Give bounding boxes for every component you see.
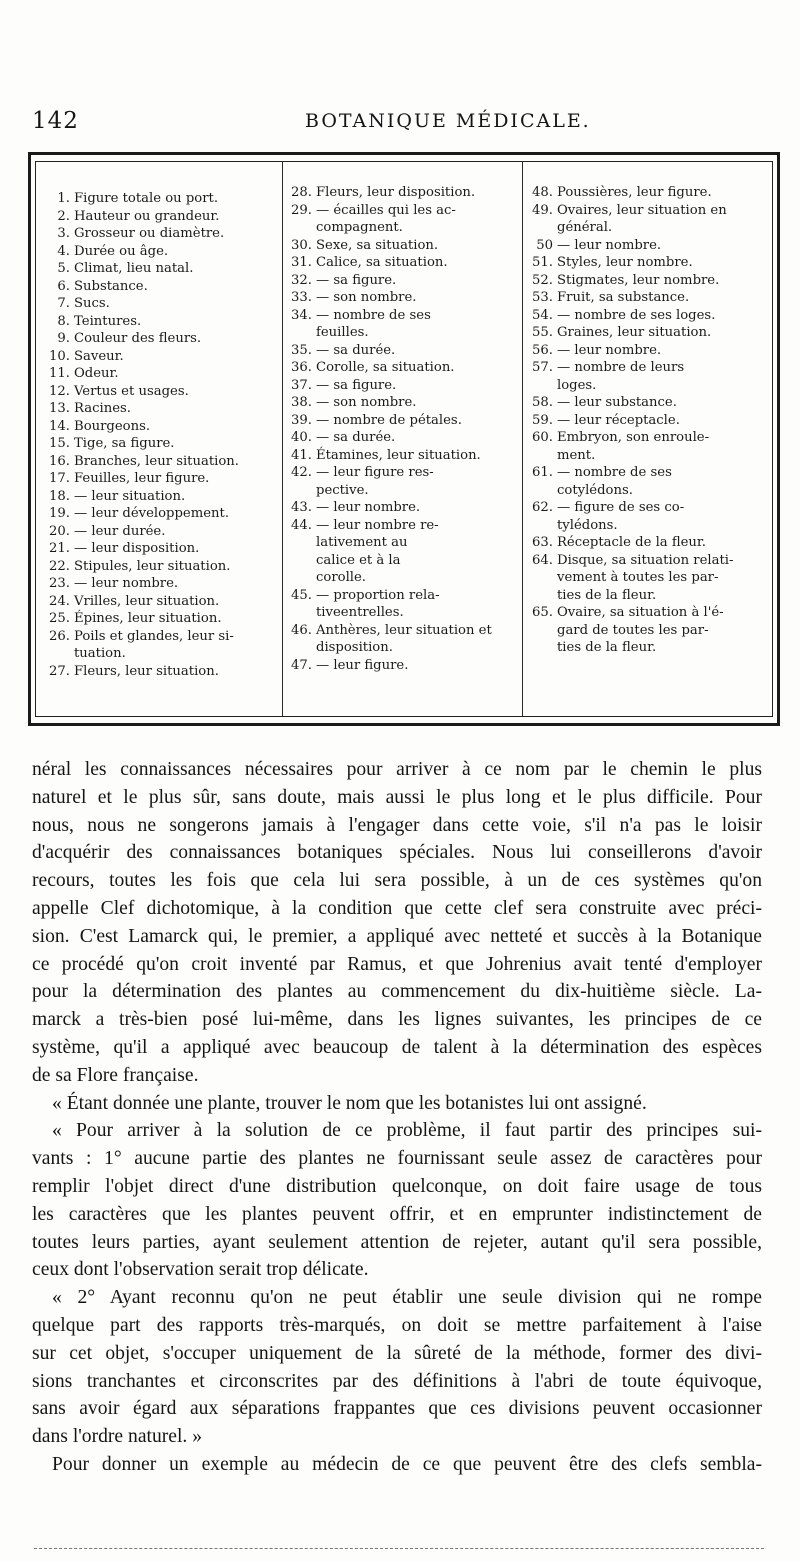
table-entry: [288, 324, 522, 342]
table-entry: [288, 657, 522, 675]
table-entry: [529, 219, 781, 237]
entry-number: [288, 604, 316, 622]
entry-number: 26.: [49, 628, 70, 644]
table-entry: [288, 482, 522, 500]
body-line: sion. C'est Lamarck qui, le premier, a appliqué avec netteté et succès à la Botanique: [32, 925, 762, 947]
entry-number: 3.: [57, 226, 70, 241]
entry-number: 37.: [291, 377, 312, 393]
table-entry: [529, 324, 781, 342]
entry-text: Vertus et usages.: [74, 383, 189, 399]
entry-text: Hauteur ou grandeur.: [74, 208, 220, 224]
table-entry: [529, 517, 781, 535]
table-entry: [288, 499, 522, 517]
quote-line: sions tranchantes et circonscrites par des définitions à l'abri de toute équivoque,: [32, 1370, 762, 1392]
table-entry: [46, 365, 282, 383]
table-entry: [288, 517, 522, 535]
entry-text: tiveentrelles.: [316, 605, 404, 620]
table-entry: [529, 587, 781, 605]
table-entry: [288, 587, 522, 605]
table-entry: [529, 184, 781, 202]
entry-text: Fruit, sa substance.: [557, 290, 690, 305]
entry-number: 27.: [49, 663, 70, 679]
entry-number: [529, 447, 557, 465]
entry-number: [529, 219, 557, 237]
entry-number: 50: [536, 237, 553, 253]
entry-number: 15.: [49, 436, 70, 451]
entry-text: Figure totale ou port.: [74, 191, 219, 206]
table-entry: [288, 254, 522, 272]
table-entry: [46, 348, 282, 366]
table-entry: [288, 219, 522, 237]
entry-number: [529, 622, 557, 640]
table-entry: [288, 622, 522, 640]
body-line: ce procédé qu'on croit inventé par Ramus, et que Johrenius avait tenté d'employer: [32, 953, 762, 975]
entry-text: — proportion rela-: [316, 587, 440, 603]
entry-text: — sa figure.: [316, 272, 397, 288]
quote-line: « 2° Ayant reconnu qu'on ne peut établir une seule division qui ne rompe: [52, 1287, 762, 1309]
entry-text: Feuilles, leur figure.: [74, 471, 210, 486]
table-entry: [46, 453, 282, 471]
entry-number: 23.: [49, 576, 70, 591]
entry-text: — nombre de ses: [316, 307, 431, 323]
table-entry: [288, 289, 522, 307]
entry-text: tylédons.: [557, 517, 618, 533]
entry-text: ties de la fleur.: [557, 587, 657, 603]
entry-text: — leur figure res-: [316, 465, 434, 480]
quote-line: sur cet objet, s'occuper uniquement de la sûreté de la méthode, former des divi-: [32, 1342, 762, 1364]
entry-text: Teintures.: [74, 313, 142, 329]
entry-text: — leur figure.: [316, 657, 409, 673]
entry-number: [288, 219, 316, 237]
quote-line: dans l'ordre naturel. »: [32, 1426, 203, 1448]
entry-text: tuation.: [74, 646, 126, 661]
entry-text: — figure de ses co-: [557, 500, 685, 515]
table-column-3: [529, 162, 781, 716]
entry-number: 42.: [291, 465, 312, 480]
entry-number: 7.: [57, 296, 70, 311]
table-entry: [529, 569, 781, 587]
table-inner-frame: [35, 161, 773, 717]
quote-line: les caractères que les plantes peuvent offrir, et en emprunter indistinctement de: [32, 1203, 762, 1225]
table-entry: [288, 237, 522, 255]
entry-text: Grosseur ou diamètre.: [74, 226, 225, 241]
entry-number: 14.: [49, 418, 70, 434]
running-title: BOTANIQUE MÉDICALE.: [305, 110, 591, 132]
entry-text: — nombre de ses: [557, 465, 672, 480]
entry-text: cotylédons.: [557, 482, 633, 498]
entry-number: 36.: [291, 360, 312, 375]
entry-text: lativement au: [316, 535, 408, 550]
entry-text: Embryon, son enroule-: [557, 430, 710, 445]
entry-text: Graines, leur situation.: [557, 325, 712, 340]
entry-number: 39.: [291, 412, 312, 428]
entry-number: 40.: [291, 430, 312, 445]
table-entry: [46, 470, 282, 488]
entry-text: Sexe, sa situation.: [316, 237, 439, 253]
table-entry: [529, 412, 781, 430]
entry-text: — nombre de leurs: [557, 360, 685, 375]
table-entry: [529, 307, 781, 325]
table-entry: [529, 447, 781, 465]
entry-number: 34.: [291, 307, 312, 323]
body-line: Pour donner un exemple au médecin de ce que peuvent être des clefs sembla-: [52, 1453, 762, 1475]
entry-number: 9.: [57, 331, 70, 346]
table-entry: [46, 488, 282, 506]
entry-text: corolle.: [316, 570, 367, 585]
table-entry: [529, 394, 781, 412]
table-entry: [46, 208, 282, 226]
table-entry: [46, 278, 282, 296]
table-entry: [288, 569, 522, 587]
quote-line: quelque part des rapports très-marqués, on doit se mettre parfaitement à l'aise: [32, 1314, 762, 1336]
table-entry: [288, 359, 522, 377]
table-entry: [46, 593, 282, 611]
entry-text: loges.: [557, 377, 597, 393]
entry-text: Durée ou âge.: [74, 243, 169, 259]
table-entry: [288, 447, 522, 465]
body-line: marck a très-bien posé lui-même, dans les lignes suivantes, les principes de ce: [32, 1009, 762, 1031]
table-column-1: [46, 162, 282, 716]
entry-text: Branches, leur situation.: [74, 453, 239, 469]
entry-number: 13.: [49, 401, 70, 416]
entry-text: Odeur.: [74, 366, 119, 381]
table-entry: [529, 289, 781, 307]
entry-text: feuilles.: [316, 325, 369, 340]
entry-number: 19.: [49, 506, 70, 521]
entry-number: 65.: [532, 605, 553, 620]
entry-text: Bourgeons.: [74, 418, 151, 434]
entry-number: 6.: [57, 278, 70, 294]
characters-table: [28, 152, 780, 726]
table-entry: [46, 505, 282, 523]
table-entry: [46, 330, 282, 348]
page-header: [30, 108, 782, 138]
table-entry: [529, 552, 781, 570]
table-entry: [46, 243, 282, 261]
entry-number: 45.: [291, 587, 312, 603]
entry-number: 41.: [291, 447, 312, 463]
entry-number: 57.: [532, 360, 553, 375]
entry-number: [529, 639, 557, 657]
table-entry: [288, 272, 522, 290]
entry-number: 22.: [49, 558, 70, 574]
entry-text: — leur substance.: [557, 395, 677, 410]
entry-number: 29.: [291, 202, 312, 218]
table-entry: [288, 604, 522, 622]
entry-number: [529, 569, 557, 587]
entry-number: 2.: [57, 208, 70, 224]
table-entry: [288, 552, 522, 570]
body-line: d'acquérir des connaissances botaniques spéciales. Nous lui conseillerons d'avoir: [32, 842, 762, 864]
entry-number: 10.: [49, 348, 70, 364]
table-entry: [46, 610, 282, 628]
table-entry: [529, 272, 781, 290]
entry-text: — sa durée.: [316, 342, 396, 358]
entry-text: — leur nombre.: [316, 500, 421, 515]
entry-text: disposition.: [316, 640, 393, 655]
quote-line: « Étant donnée une plante, trouver le nom que les botanistes lui ont assigné.: [52, 1092, 647, 1114]
entry-text: Ovaire, sa situation à l'é-: [557, 605, 724, 620]
entry-number: 55.: [532, 325, 553, 340]
body-line: pour la détermination des plantes au commencement du dix-huitième siècle. La-: [32, 981, 762, 1003]
entry-text: ties de la fleur.: [557, 640, 657, 655]
entry-number: 51.: [532, 255, 553, 270]
entry-number: 11.: [49, 366, 70, 381]
entry-number: 28.: [291, 185, 312, 200]
table-entry: [46, 645, 282, 663]
table-column-2: [288, 162, 522, 716]
body-line: système, qu'il a appliqué avec beaucoup de talent à la détermination des espèces: [32, 1036, 762, 1058]
entry-text: Ovaires, leur situation en: [557, 202, 727, 218]
entry-text: — sa durée.: [316, 430, 396, 445]
entry-number: 35.: [291, 342, 312, 358]
entry-number: [288, 552, 316, 570]
table-entry: [529, 202, 781, 220]
entry-text: — sa figure.: [316, 377, 397, 393]
body-line: naturel et le plus sûr, sans doute, mais aussi le plus long et le plus difficile. Pour: [32, 786, 762, 808]
quote-line: toutes leurs parties, ayant seulement attention de rejeter, autant qu'il sera possible,: [32, 1231, 762, 1253]
quote-line: « Pour arriver à la solution de ce problème, il faut partir des principes sui-: [52, 1120, 762, 1142]
table-entry: [46, 523, 282, 541]
entry-text: — leur nombre re-: [316, 517, 439, 533]
entry-text: Vrilles, leur situation.: [74, 593, 220, 609]
entry-number: [529, 482, 557, 500]
entry-number: 30.: [291, 237, 312, 253]
table-entry: [529, 377, 781, 395]
entry-number: 46.: [291, 622, 312, 638]
entry-number: 53.: [532, 290, 553, 305]
entry-number: 5.: [57, 261, 70, 276]
entry-number: [288, 482, 316, 500]
entry-number: 63.: [532, 535, 553, 550]
table-entry: [46, 295, 282, 313]
table-entry: [288, 394, 522, 412]
entry-number: 54.: [532, 307, 553, 323]
entry-text: — son nombre.: [316, 290, 417, 305]
entry-text: Stipules, leur situation.: [74, 558, 231, 574]
table-entry: [529, 639, 781, 657]
entry-text: — leur nombre.: [557, 342, 662, 358]
entry-text: calice et à la: [316, 552, 401, 568]
entry-number: 8.: [57, 313, 70, 329]
entry-number: 12.: [49, 383, 70, 399]
entry-text: Poussières, leur figure.: [557, 185, 712, 200]
table-entry: [46, 558, 282, 576]
entry-number: 4.: [57, 243, 70, 259]
entry-text: Racines.: [74, 401, 131, 416]
footer-rule: [34, 1548, 764, 1549]
entry-number: 49.: [532, 202, 553, 218]
body-line: recours, toutes les fois que cela lui sera possible, à un de ces systèmes qu'on: [32, 870, 762, 892]
table-entry: [288, 342, 522, 360]
entry-text: Corolle, sa situation.: [316, 360, 455, 375]
entry-number: 59.: [532, 412, 553, 428]
table-entry: [288, 184, 522, 202]
entry-text: compagnent.: [316, 220, 403, 235]
entry-number: 32.: [291, 272, 312, 288]
table-entry: [46, 400, 282, 418]
entry-text: — leur disposition.: [74, 541, 200, 556]
page-number: 142: [32, 108, 79, 134]
table-entry: [288, 639, 522, 657]
entry-text: Climat, lieu natal.: [74, 261, 194, 276]
quote-line: remplir l'objet direct d'une distribution quelconque, on doit faire usage de tous: [32, 1175, 762, 1197]
table-entry: [529, 429, 781, 447]
table-entry: [46, 313, 282, 331]
entry-number: [529, 377, 557, 395]
entry-text: — écailles qui les ac-: [316, 202, 456, 218]
quote-line: ceux dont l'observation serait trop délicate.: [32, 1259, 369, 1281]
entry-number: 43.: [291, 500, 312, 515]
table-entry: [46, 383, 282, 401]
entry-number: 20.: [49, 523, 70, 539]
entry-number: 62.: [532, 500, 553, 515]
table-entry: [529, 237, 781, 255]
table-entry: [529, 604, 781, 622]
entry-number: 25.: [49, 611, 70, 626]
entry-text: Styles, leur nombre.: [557, 255, 693, 270]
quote-line: sans avoir égard aux séparations frappantes que ces divisions peuvent occasionner: [32, 1398, 762, 1420]
entry-number: 56.: [532, 342, 553, 358]
entry-text: — nombre de ses loges.: [557, 307, 716, 323]
table-entry: [46, 190, 282, 208]
entry-number: 47.: [291, 657, 312, 673]
entry-number: [529, 587, 557, 605]
table-entry: [529, 359, 781, 377]
table-entry: [288, 307, 522, 325]
entry-text: — son nombre.: [316, 395, 417, 410]
entry-text: Fleurs, leur disposition.: [316, 185, 476, 200]
entry-text: — leur situation.: [74, 488, 186, 504]
table-entry: [529, 534, 781, 552]
table-entry: [46, 540, 282, 558]
entry-text: — leur réceptacle.: [557, 412, 680, 428]
table-entry: [529, 622, 781, 640]
entry-number: [288, 534, 316, 552]
entry-text: — leur développement.: [74, 506, 230, 521]
entry-number: 64.: [532, 552, 553, 568]
entry-text: Sucs.: [74, 296, 110, 311]
entry-number: 33.: [291, 290, 312, 305]
entry-text: — leur nombre.: [557, 237, 662, 253]
entry-number: 48.: [532, 185, 553, 200]
table-entry: [46, 260, 282, 278]
entry-text: Étamines, leur situation.: [316, 447, 481, 463]
body-line: appelle Clef dichotomique, à la condition que cette clef sera construite avec préci-: [32, 897, 762, 919]
entry-text: vement à toutes les par-: [557, 570, 719, 585]
entry-number: 38.: [291, 395, 312, 410]
entry-text: Calice, sa situation.: [316, 255, 448, 270]
table-entry: [288, 464, 522, 482]
entry-number: [46, 645, 74, 663]
entry-text: Stigmates, leur nombre.: [557, 272, 720, 288]
table-entry: [288, 429, 522, 447]
entry-text: Poils et glandes, leur si-: [74, 628, 234, 644]
entry-text: Substance.: [74, 278, 148, 294]
table-entry: [46, 225, 282, 243]
entry-text: ment.: [557, 447, 596, 463]
entry-number: 1.: [57, 191, 70, 206]
table-entry: [46, 575, 282, 593]
table-entry: [529, 499, 781, 517]
entry-text: Couleur des fleurs.: [74, 331, 202, 346]
entry-number: [288, 324, 316, 342]
entry-text: gard de toutes les par-: [557, 622, 709, 638]
entry-text: Disque, sa situation relati-: [557, 552, 734, 568]
table-entry: [46, 628, 282, 646]
table-entry: [529, 464, 781, 482]
entry-text: Épines, leur situation.: [74, 611, 222, 626]
entry-number: [529, 517, 557, 535]
table-entry: [288, 534, 522, 552]
entry-number: 18.: [49, 488, 70, 504]
column-divider: [522, 162, 523, 716]
entry-number: 24.: [49, 593, 70, 609]
table-entry: [46, 663, 282, 681]
column-divider: [282, 162, 283, 716]
entry-number: 21.: [49, 541, 70, 556]
table-entry: [529, 482, 781, 500]
entry-number: 16.: [49, 453, 70, 469]
entry-text: général.: [557, 220, 613, 235]
entry-number: 58.: [532, 395, 553, 410]
quote-line: vants : 1° aucune partie des plantes ne fournissant seule assez de caractères pour: [32, 1148, 762, 1170]
table-entry: [46, 435, 282, 453]
entry-number: 44.: [291, 517, 312, 533]
table-entry: [529, 254, 781, 272]
entry-text: — nombre de pétales.: [316, 412, 462, 428]
entry-text: Réceptacle de la fleur.: [557, 535, 706, 550]
table-entry: [288, 412, 522, 430]
entry-text: Fleurs, leur situation.: [74, 663, 219, 679]
table-entry: [529, 342, 781, 360]
body-line: néral les connaissances nécessaires pour arriver à ce nom par le chemin le plus: [32, 759, 762, 780]
body-line: de sa Flore française.: [32, 1064, 199, 1086]
table-entry: [288, 202, 522, 220]
table-entry: [46, 418, 282, 436]
entry-text: Tige, sa figure.: [74, 436, 175, 451]
body-line: nous, nous ne songerons jamais à l'engager dans cette voie, s'il n'a pas le loisir: [32, 814, 762, 836]
entry-text: Anthères, leur situation et: [316, 622, 492, 638]
entry-number: 60.: [532, 430, 553, 445]
entry-text: Saveur.: [74, 348, 124, 364]
entry-text: pective.: [316, 482, 369, 498]
entry-number: 17.: [49, 471, 70, 486]
body-text: [32, 756, 762, 1479]
entry-text: — leur nombre.: [74, 576, 179, 591]
table-entry: [288, 377, 522, 395]
entry-text: — leur durée.: [74, 523, 166, 539]
entry-number: 61.: [532, 465, 553, 480]
entry-number: [288, 569, 316, 587]
entry-number: 31.: [291, 255, 312, 270]
entry-number: 52.: [532, 272, 553, 288]
entry-number: [288, 639, 316, 657]
